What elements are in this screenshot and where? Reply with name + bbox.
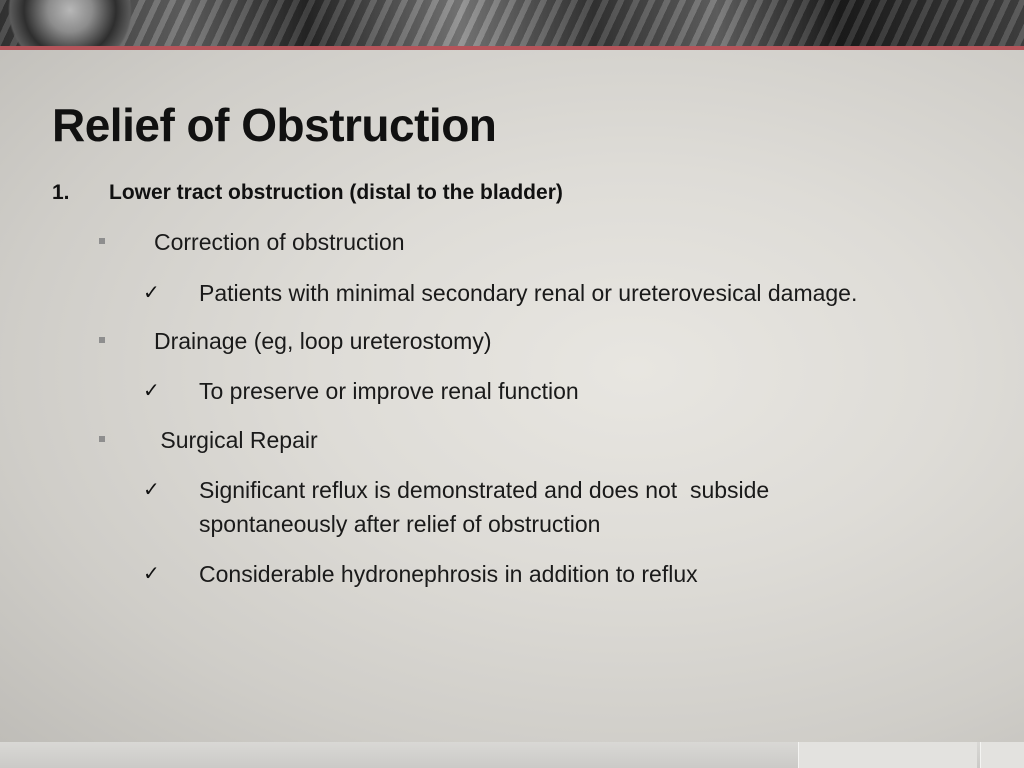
- check-text-line: Significant reflux is demonstrated and does not subside: [199, 477, 770, 503]
- checkmark-icon: ✓: [143, 280, 160, 304]
- bullet-text: Correction of obstruction: [154, 229, 405, 255]
- square-bullet-icon: [99, 436, 105, 442]
- square-bullet-icon: [99, 238, 105, 244]
- check-text-line: spontaneously after relief of obstruction: [199, 511, 601, 537]
- header-banner: [0, 0, 1024, 46]
- check-text: [199, 473, 769, 541]
- bullet-text: Drainage (eg, loop ureterostomy): [154, 328, 492, 354]
- item-heading: Lower tract obstruction (distal to the bladder): [109, 181, 563, 204]
- accent-rule: [0, 46, 1024, 50]
- check-text: To preserve or improve renal function: [199, 378, 579, 404]
- checkmark-icon: ✓: [143, 561, 160, 585]
- checkmark-icon: ✓: [143, 477, 160, 501]
- check-text: Considerable hydronephrosis in addition to reflux: [199, 561, 698, 587]
- square-bullet-icon: [99, 337, 105, 343]
- item-number: 1.: [52, 181, 70, 204]
- footer-segment: [798, 742, 977, 768]
- slide-title: Relief of Obstruction: [52, 99, 497, 151]
- check-text: Patients with minimal secondary renal or ureterovesical damage.: [199, 280, 858, 306]
- bullet-text: Surgical Repair: [154, 427, 318, 453]
- footer-segment: [980, 742, 1024, 768]
- checkmark-icon: ✓: [143, 378, 160, 402]
